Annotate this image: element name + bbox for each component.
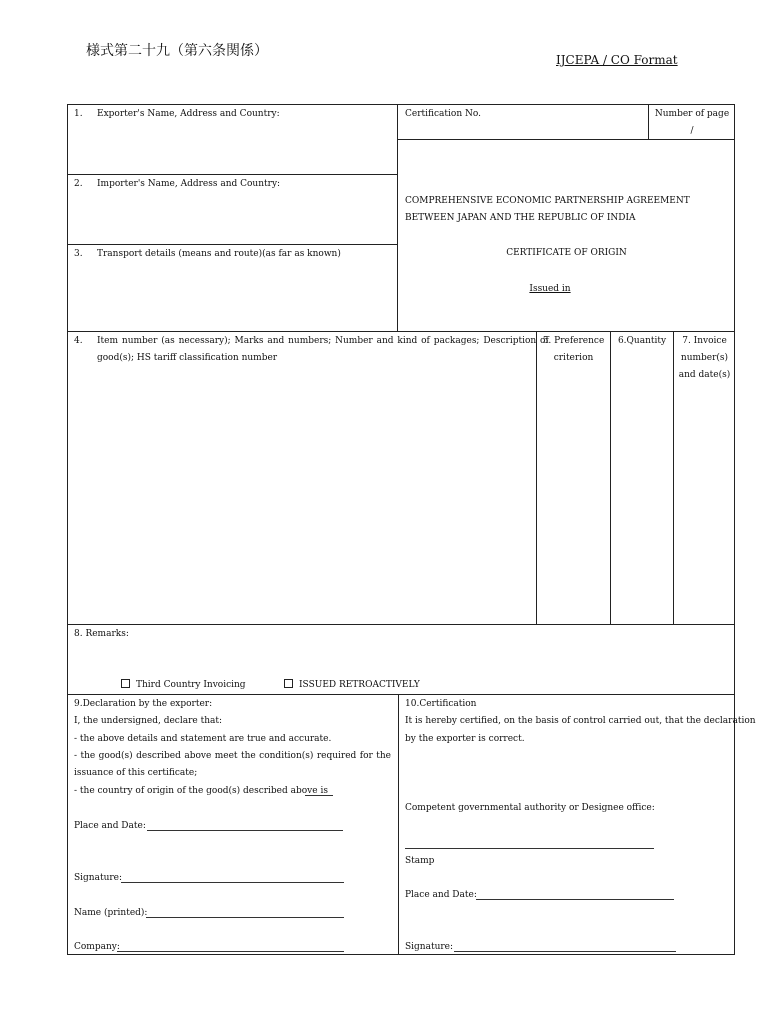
certificate-of-origin-title: CERTIFICATE OF ORIGIN [506, 248, 627, 258]
certification-no-field[interactable] [398, 120, 647, 138]
issued-in-label: Issued in [529, 284, 571, 294]
transport-field[interactable] [68, 262, 396, 330]
remarks-label: 8. Remarks: [74, 629, 129, 639]
exporter-name-label: Name (printed): [74, 908, 148, 918]
form-number-japanese: 様式第二十九（第六条関係） [86, 43, 268, 59]
declaration-item2-line2: issuance of this certificate; [74, 768, 198, 778]
exporter-signature-field[interactable] [121, 882, 344, 883]
third-country-checkbox[interactable] [121, 679, 130, 688]
preference-field[interactable] [537, 368, 609, 623]
certifier-signature-field[interactable] [454, 951, 676, 952]
declaration-item1: - the above details and statement are true and accurate. [74, 734, 332, 744]
retroactive-checkbox[interactable] [284, 679, 293, 688]
divider-bottom [398, 694, 399, 955]
items-label-line1: Item number (as necessary); Marks and numbers; Number and kind of packages; Description of [97, 336, 549, 346]
agreement-title-line2: BETWEEN JAPAN AND THE REPUBLIC OF INDIA [405, 213, 636, 223]
transport-label: Transport details (means and route)(as far as known) [97, 249, 341, 259]
divider-certno [397, 139, 735, 140]
exporter-signature-label: Signature: [74, 873, 123, 883]
box1-number: 1. [74, 109, 83, 119]
page-separator: / [690, 126, 694, 136]
divider-top-section [67, 331, 735, 332]
quantity-field[interactable] [611, 350, 672, 623]
box4-number: 4. [74, 336, 83, 346]
box2-number: 2. [74, 179, 83, 189]
third-country-label: Third Country Invoicing [136, 680, 246, 690]
exporter-field[interactable] [68, 122, 396, 173]
certifier-place-date-label: Place and Date: [405, 890, 477, 900]
number-of-page-label: Number of page [654, 109, 730, 119]
preference-label-line1: 5. Preference [542, 336, 605, 346]
authority-field[interactable] [405, 848, 654, 849]
invoice-label-line2: number(s) [680, 353, 729, 363]
box3-number: 3. [74, 249, 83, 259]
retroactive-label: ISSUED RETROACTIVELY [299, 680, 420, 690]
declaration-title: 9.Declaration by the exporter: [74, 699, 213, 709]
certifier-signature-label: Signature: [405, 942, 454, 952]
declaration-intro: I, the undersigned, declare that: [74, 716, 223, 726]
exporter-company-label: Company: [74, 942, 120, 952]
exporter-name-field[interactable] [146, 917, 344, 918]
certification-line1: It is hereby certified, on the basis of control carried out, that the declaration [405, 716, 756, 726]
declaration-item2-line1: - the good(s) described above meet the condition(s) required for the [74, 751, 391, 761]
invoice-label-line3: and date(s) [678, 370, 731, 380]
divider-remarks [67, 694, 735, 695]
invoice-label-line1: 7. Invoice [682, 336, 727, 346]
certification-no-label: Certification No. [405, 109, 481, 119]
stamp-label: Stamp [405, 856, 435, 866]
divider-box1 [67, 174, 397, 175]
exporter-place-date-field[interactable] [147, 830, 343, 831]
authority-label: Competent governmental authority or Designee office: [405, 803, 655, 813]
importer-label: Importer's Name, Address and Country: [97, 179, 281, 189]
preference-label-line2: criterion [553, 353, 594, 363]
divider-box2 [67, 244, 397, 245]
exporter-place-date-label: Place and Date: [74, 821, 146, 831]
items-field[interactable] [68, 368, 535, 623]
certification-title: 10.Certification [405, 699, 477, 709]
quantity-label: 6.Quantity [617, 336, 667, 346]
certification-line2: by the exporter is correct. [405, 734, 525, 744]
items-label-line2: good(s); HS tariff classification number [97, 353, 278, 363]
country-of-origin-field[interactable] [305, 795, 333, 796]
exporter-label: Exporter's Name, Address and Country: [97, 109, 280, 119]
format-title: IJCEPA / CO Format [556, 53, 678, 67]
remarks-field[interactable] [68, 642, 734, 676]
declaration-item3: - the country of origin of the good(s) described above is [74, 786, 328, 796]
agreement-title-line1: COMPREHENSIVE ECONOMIC PARTNERSHIP AGREEMENT [405, 196, 690, 206]
invoice-field[interactable] [674, 384, 734, 623]
importer-field[interactable] [68, 192, 396, 243]
certifier-place-date-field[interactable] [476, 899, 674, 900]
exporter-company-field[interactable] [117, 951, 344, 952]
divider-items [67, 624, 735, 625]
